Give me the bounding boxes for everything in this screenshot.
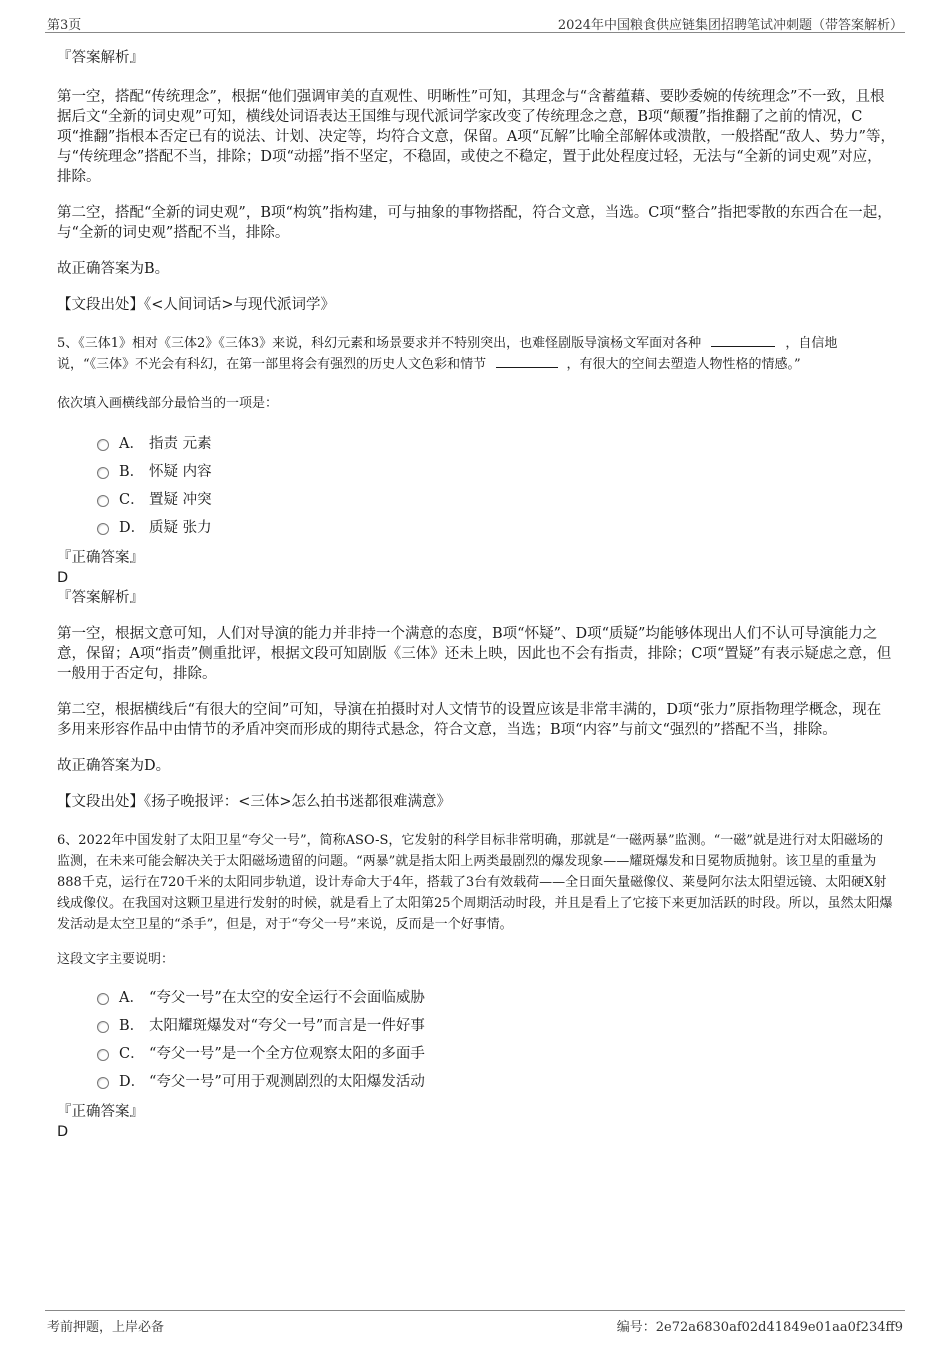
question-5-prompt: 依次填入画横线部分最恰当的一项是：: [57, 396, 279, 411]
option-b[interactable]: B． 怀疑 内容: [57, 458, 895, 486]
option-text: 太阳耀斑爆发对“夸父一号”而言是一件好事: [149, 1018, 425, 1034]
question-6-prompt: 这段文字主要说明：: [57, 952, 175, 967]
option-a[interactable]: A． 指责 元素: [57, 430, 895, 458]
option-d[interactable]: D． “夸父一号”可用于观测剧烈的太阳爆发活动: [57, 1068, 895, 1096]
analysis-paragraph-1: 第一空，搭配“传统理念”，根据“他们强调审美的直观性、明晰性”可知，其理念与“含蓄蕴藉、要眇委婉的传统理念”不一致，且根据后文“全新的词史观”可知，横线处词语表达王国维与现代派词学家改变了传统理念之意，B项“颠覆”指推翻了之前的情况，C项“推翻”指根本否定已有的说法、计划、决定等，均符合文意，保留。A项“瓦解”比喻全部解体或溃散，一般搭配“敌人、势力”等，与“传统理念”搭配不当，排除；D项“动摇”指不坚定，不稳固，或使之不稳定，置于此处程度过轻，无法与“全新的词史观”对应，排除。: [57, 89, 895, 185]
correct-answer: D: [57, 1124, 69, 1140]
option-text: “夸父一号”在太空的安全运行不会面临威胁: [149, 990, 425, 1006]
option-text: 指责 元素: [149, 436, 212, 452]
option-text: “夸父一号”是一个全方位观察太阳的多面手: [149, 1046, 425, 1062]
option-c[interactable]: C． “夸父一号”是一个全方位观察太阳的多面手: [57, 1040, 895, 1068]
document-code-value: 2e72a6830af02d41849e01aa0f234ff9: [655, 1320, 903, 1335]
analysis-paragraph-2: 第二空，搭配“全新的词史观”，B项“构筑”指构建，可与抽象的事物搭配，符合文意，当选。C项“整合”指把零散的东西合在一起，与“全新的词史观”搭配不当，排除。: [57, 205, 892, 241]
analysis-paragraph-2: 第二空，根据横线后“有很大的空间”可知，导演在拍摄时对人文情节的设置应该是非常丰满的，D项“张力”原指物理学概念，现在多用来形容作品中由情节的矛盾冲突而形成的期待式悬念，符合文意，当选；B项“内容”与前文“强烈的”搭配不当，排除。: [57, 702, 882, 738]
radio-icon[interactable]: [97, 993, 109, 1005]
answer-conclusion: 故正确答案为B。: [57, 261, 170, 277]
radio-icon[interactable]: [97, 523, 109, 535]
option-b[interactable]: B． 太阳耀斑爆发对“夸父一号”而言是一件好事: [57, 1012, 895, 1040]
question-6-stem: 6、2022年中国发射了太阳卫星“夸父一号”，简称ASO-S，它发射的科学目标非常明确，那就是“一磁两暴”监测。“一磁”就是进行对太阳磁场的监测，在未来可能会解决关于太阳磁场遗留的问题。“两暴”就是指太阳上两类最剧烈的爆发现象——耀斑爆发和日冕物质抛射。该卫星的重量为888千克，运行在720千米的太阳同步轨道，设计寿命大于4年，搭载了3台有效载荷——全日面矢量磁像仪、莱曼阿尔法太阳望远镜、太阳硬X射线成像仪。在我国对这颗卫星进行发射的时候，就是看上了太阳第25个周期活动时段，并且是看上了它接下来更加活跃的时段。所以，虽然太阳爆发活动是太空卫星的“杀手”，但是，对于“夸父一号”来说，反而是一个好事情。: [57, 833, 893, 932]
radio-icon[interactable]: [97, 1021, 109, 1033]
option-c[interactable]: C． 置疑 冲突: [57, 486, 895, 514]
analysis-paragraph-1: 第一空，根据文意可知，人们对导演的能力并非持一个满意的态度，B项“怀疑”、D项“质疑”均能够体现出人们不认可导演能力之意，保留；A项“指责”侧重批评，根据文段可知剧版《三体》还未上映，因此也不会有指责，排除；C项“置疑”有表示疑虑之意，但一般用于否定句，排除。: [57, 626, 892, 682]
correct-answer-label: 『正确答案』: [57, 550, 144, 566]
document-title: 2024年中国粮食供应链集团招聘笔试冲刺题（带答案解析）: [557, 18, 903, 33]
analysis-label: 『答案解析』: [57, 590, 144, 606]
question-6-options: [57, 984, 895, 1096]
blank-1: [711, 333, 775, 347]
blank-2: [496, 354, 558, 368]
question-5-options: [57, 430, 895, 542]
document-code-label: 编号：: [616, 1320, 656, 1335]
radio-icon[interactable]: [97, 495, 109, 507]
option-d[interactable]: D． 质疑 张力: [57, 514, 895, 542]
radio-icon[interactable]: [97, 467, 109, 479]
radio-icon[interactable]: [97, 439, 109, 451]
option-text: 置疑 冲突: [149, 492, 212, 508]
correct-answer-label: 『正确答案』: [57, 1104, 144, 1120]
option-text: 质疑 张力: [149, 520, 212, 536]
page-header: [45, 12, 905, 33]
answer-conclusion: 故正确答案为D。: [57, 758, 171, 774]
question-5-stem: [57, 333, 895, 375]
source-citation: 【文段出处】《扬子晚报评：<三体>怎么拍书迷都很难满意》: [57, 794, 452, 810]
analysis-label: 『答案解析』: [57, 50, 144, 66]
radio-icon[interactable]: [97, 1049, 109, 1061]
source-citation: 【文段出处】《<人间词话>与现代派词学》: [57, 297, 336, 313]
question-5-stem-part-2: ，自信地: [785, 336, 838, 351]
page-number: 第3页: [47, 18, 82, 33]
question-5-stem-part-3: 说，“《三体》不光会有科幻，在第一部里将会有强烈的历史人文色彩和情节: [57, 357, 487, 372]
correct-answer: D: [57, 570, 69, 586]
page-content: [57, 44, 895, 1142]
question-5-stem-part-4: ，有很大的空间去塑造人物性格的情感。”: [566, 357, 801, 372]
question-5-stem-part-1: 5、《三体1》相对《三体2》《三体3》来说，科幻元素和场景要求并不特别突出，也难怪剧版导演杨文军面对各种: [57, 336, 702, 351]
document-code: [617, 1316, 903, 1335]
radio-icon[interactable]: [97, 1077, 109, 1089]
page-footer: [45, 1310, 905, 1335]
option-text: 怀疑 内容: [149, 464, 212, 480]
option-text: “夸父一号”可用于观测剧烈的太阳爆发活动: [149, 1074, 425, 1090]
footer-slogan: 考前押题，上岸必备: [47, 1320, 165, 1335]
option-a[interactable]: A． “夸父一号”在太空的安全运行不会面临威胁: [57, 984, 895, 1012]
